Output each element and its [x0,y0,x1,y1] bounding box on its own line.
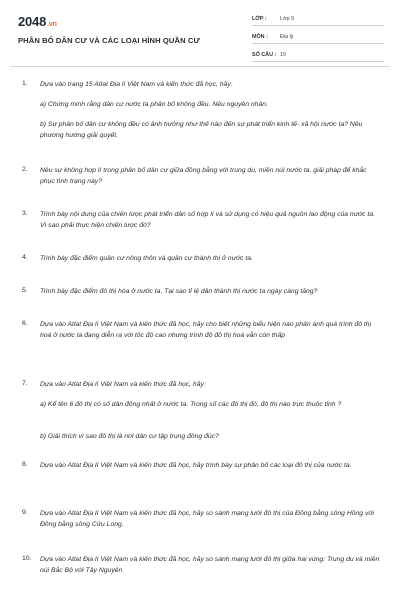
meta-row-class [252,12,384,26]
question-number: 5. [22,287,28,294]
question-text: Trình bày đặc điểm quần cư nông thôn và quần cư thành thị ở nước ta. [40,255,253,262]
meta-value-count: 10 [280,51,286,58]
question-number: 3. [22,210,28,217]
meta-label-class: LỚP : [252,15,267,22]
question-number: 4. [22,254,28,261]
meta-label-count: SỐ CÂU : [252,51,277,58]
header-divider [10,66,390,67]
meta-row-subject [252,30,384,44]
question-number: 2. [22,166,28,173]
logo-main: 2048 [18,14,47,29]
question-sub-a: a) Chứng minh rằng dân cư nước ta phân bố không đều. Nêu nguyên nhân. [40,101,268,108]
meta-value-subject: Địa lý [280,33,294,40]
question-text: Dựa vào Atlat Địa lí Việt Nam và kiến thức đã học, hãy cho biết những biểu hiện nào phản ánh quá trình đô thị hoá ở nước ta đang diễn ra với tốc độ cao nhưng trình độ đô thị hoá vẫn còn thấp [40,321,372,339]
question-text: Dựa vào Atlat Địa lí Việt Nam và kiến thức đã học, hãy: [40,381,206,388]
question-number: 1. [22,80,28,87]
question-text: Trình bày nội dung của chiến lược phát triển dân số hợp lí và sử dụng có hiệu quả nguồn lao động của nước ta. Vì sao phải thực hiện chiến lược đó? [40,211,375,229]
question-text: Dựa vào Atlat Địa lí Việt Nam và kiến thức đã học, hãy so sánh mạng lưới đô thị giữa hai vùng: Trung du và miền núi Bắc Bộ với Tây Nguyên [40,556,380,574]
logo-suffix: .vn [47,21,57,28]
question-text: Dựa vào Atlat Địa lí Việt Nam và kiến thức đã học, hãy so sánh mạng lưới đô thị của Đồng bằng sông Hồng với Đồng bằng sông Cửu Long. [40,510,374,528]
meta-value-class: Lớp 9 [280,15,295,22]
document-title: PHÂN BỐ DÂN CƯ VÀ CÁC LOẠI HÌNH QUẦN CƯ [18,36,200,45]
question-sub-b: b) Sự phân bố dân cư không đều có ảnh hưởng như thế nào đến sự phát triển kinh tế- xã hội nước ta? Nêu phương hướng giải quyết. [40,121,363,139]
question-text: Trình bày đặc điểm đô thị hóa ở nước ta. Tại sao tỉ lệ dân thành thị nước ta ngày càng tăng? [40,288,318,295]
header [0,0,400,64]
question-number: 9. [22,509,28,516]
meta-panel [252,12,384,66]
site-logo[interactable] [18,14,57,29]
question-text: Nêu sự không hợp lí trong phân bố dân cư giữa đồng bằng với trung du, miền núi nước ta. giải pháp để khắc phục tình trạng này? [40,167,367,185]
meta-row-count [252,48,384,62]
question-text: Dựa vào Atlat Địa lí Việt Nam và kiến thức đã học, hãy trình bày sự phân bố các loại đô thị của nước ta. [40,462,352,469]
question-number: 6. [22,320,28,327]
question-sub-a: a) Kể tên 6 đô thị có số dân đông nhất ở nước ta. Trong số các đô thị đó, đô thị nào trực thuộc tỉnh ? [40,401,342,408]
question-number: 7. [22,380,28,387]
question-number: 10. [22,555,32,562]
question-number: 8. [22,461,28,468]
question-sub-b: b) Giải thích vì sao đô thị là nơi dân cư tập trung đông đúc? [40,433,219,440]
meta-label-subject: MÔN : [252,33,268,40]
question-text: Dựa vào trang 15 Atlat Địa lí Việt Nam và kiến thức đã học, hãy: [40,81,233,88]
